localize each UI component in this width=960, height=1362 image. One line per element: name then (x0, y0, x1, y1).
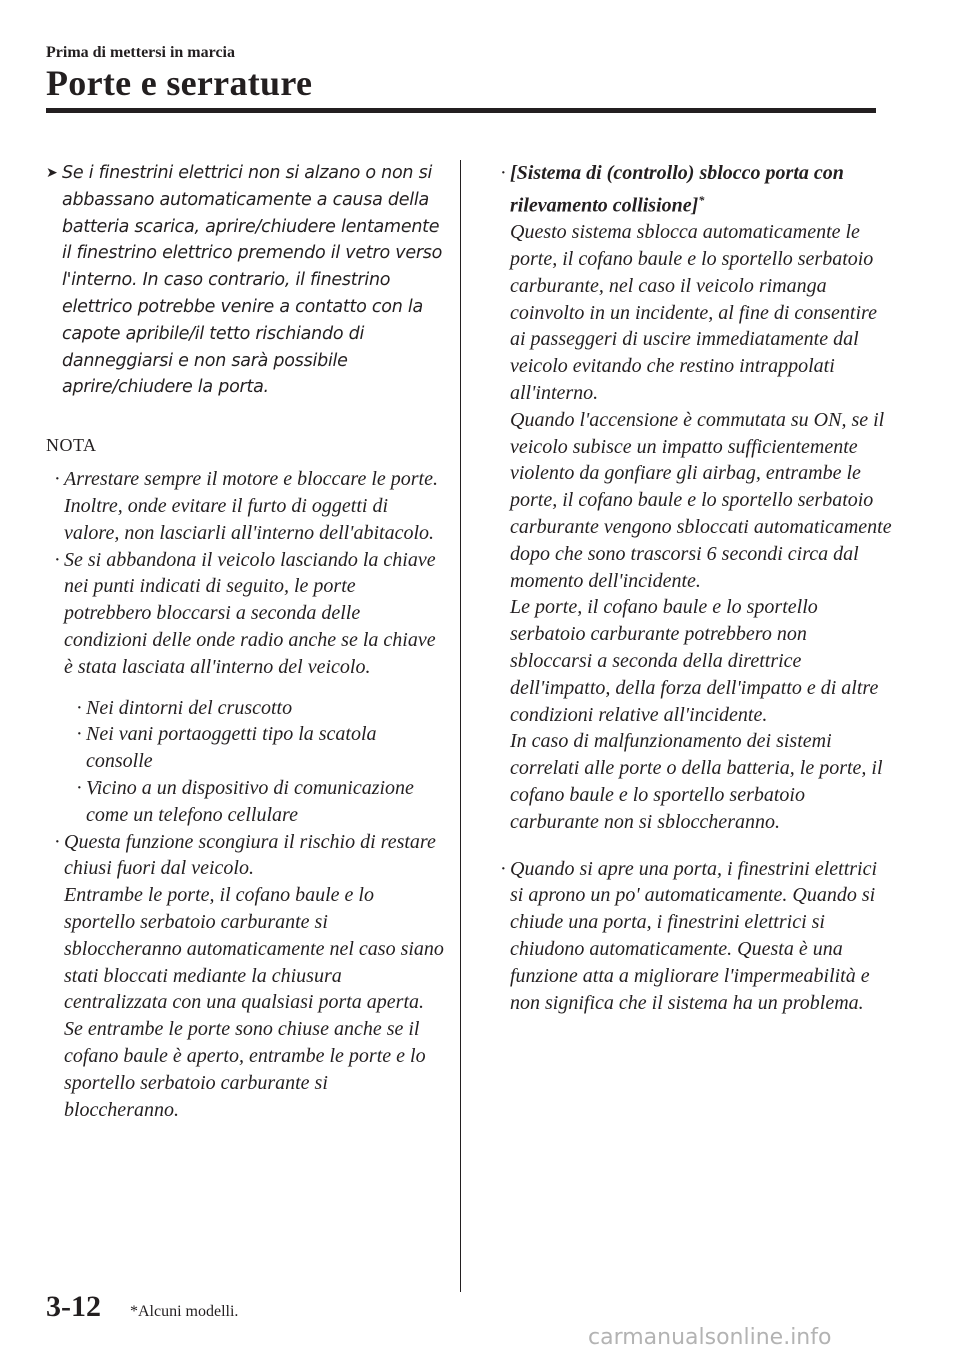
nota-heading: NOTA (46, 435, 97, 456)
bullet-icon: · (54, 548, 61, 571)
right-column (492, 160, 892, 1016)
bullet-icon: · (76, 696, 83, 719)
list-item: · Quando si apre una porta, i finestrini elettrici si aprono un po' automaticamente. Quando si chiude una porta, i finestrini elettrici si chiudono automaticamente. Questa è una funzione atta a migliorare l'impermeabilità e non significa che il sistema ha un problema. (500, 857, 878, 1014)
warning-text: Se i finestrini elettrici non si alzano o non si abbassano automaticamente a causa della batteria scarica, aprire/chiudere lentamente il finestrino elettrico premendo il vetro verso l'interno. In caso contrario, il finestrino elettrico potrebbe venire a contatto con la capote apribile/il tetto rischiando di danneggiarsi e non sarà possibile aprire/chiudere la porta. (62, 163, 443, 398)
list-item: · Se si abbandona il veicolo lasciando la chiave nei punti indicati di seguito, le porte potrebbero bloccarsi a seconda delle condizioni delle onde radio anche se la chiave è stata lasciata all'interno del veicolo. (54, 548, 436, 678)
bullet-icon: · (54, 830, 61, 853)
some-models-mark: * (698, 192, 705, 207)
list-item (492, 160, 892, 836)
item-paragraph: In caso di malfunzionamento dei sistemi correlati alle porte o della batteria, le porte, il cofano baule e lo sportello serbatoio carburante non si sbloccheranno. (510, 730, 883, 833)
header-rule (46, 108, 876, 113)
item-paragraph: Questa funzione scongiura il rischio di restare chiusi fuori dal veicolo. (64, 830, 436, 880)
bullet-icon: · (500, 857, 507, 880)
watermark: carmanualsonline.info (588, 1325, 832, 1350)
column-divider (460, 160, 461, 1292)
bullet-icon: · (76, 723, 83, 746)
left-column (46, 160, 446, 1123)
sub-list-item: · Nei vani portaoggetti tipo la scatola consolle (76, 723, 377, 773)
item-paragraph: Se entrambe le porte sono chiuse anche se il cofano baule è aperto, entrambe le porte e lo sportello serbatoio carburante si bloccheranno. (64, 1018, 426, 1121)
list-item (46, 829, 446, 1124)
sub-list-item: · Vicino a un dispositivo di comunicazione come un telefono cellulare (76, 776, 414, 826)
bullet-icon: · (76, 776, 83, 799)
item-title: [Sistema di (controllo) sblocco porta con rilevamento collisione]* (510, 162, 844, 217)
item-paragraph: Quando l'accensione è commutata su ON, se il veicolo subisce un impatto sufficientemente violento da gonfiare gli airbag, entrambe le porte, il cofano baule e lo sportello serbatoio carburante vengono sbloccati automaticamente dopo che sono trascorsi 6 secondi circa dal momento dell'incidente. (510, 408, 892, 592)
arrow-right-icon: ➤ (46, 165, 58, 181)
sub-list-item: · Nei dintorni del cruscotto (46, 695, 446, 722)
section-label: Prima di mettersi in marcia (46, 44, 235, 61)
page-number: 3-12 (46, 1290, 101, 1323)
bullet-icon: · (500, 162, 507, 184)
page-title: Porte e serrature (46, 63, 313, 103)
bullet-icon: · (54, 468, 61, 491)
list-item: · Arrestare sempre il motore e bloccare le porte. Inoltre, onde evitare il furto di oggetti di valore, non lasciarli all'interno dell'abitacolo. (54, 468, 438, 544)
warning-note (46, 160, 446, 401)
footnote: *Alcuni modelli. (130, 1303, 239, 1320)
item-paragraph: Entrambe le porte, il cofano baule e lo sportello serbatoio carburante si sbloccheranno automaticamente nel caso siano stati bloccati mediante la chiusura centralizzata con una qualsiasi porta aperta. (64, 884, 444, 1014)
item-paragraph: Questo sistema sblocca automaticamente le porte, il cofano baule e lo sportello serbatoio carburante, nel caso il veicolo rimanga coinvolto in un incidente, al fine di consentire ai passeggeri di uscire immediatamente dal veicolo evitando che restino intrappolati all'interno. (510, 221, 877, 405)
item-paragraph: Le porte, il cofano baule e lo sportello serbatoio carburante potrebbero non sbloccarsi a seconda della direttrice dell'impatto, della forza dell'impatto e di altre condizioni relative all'incidente. (510, 596, 879, 726)
